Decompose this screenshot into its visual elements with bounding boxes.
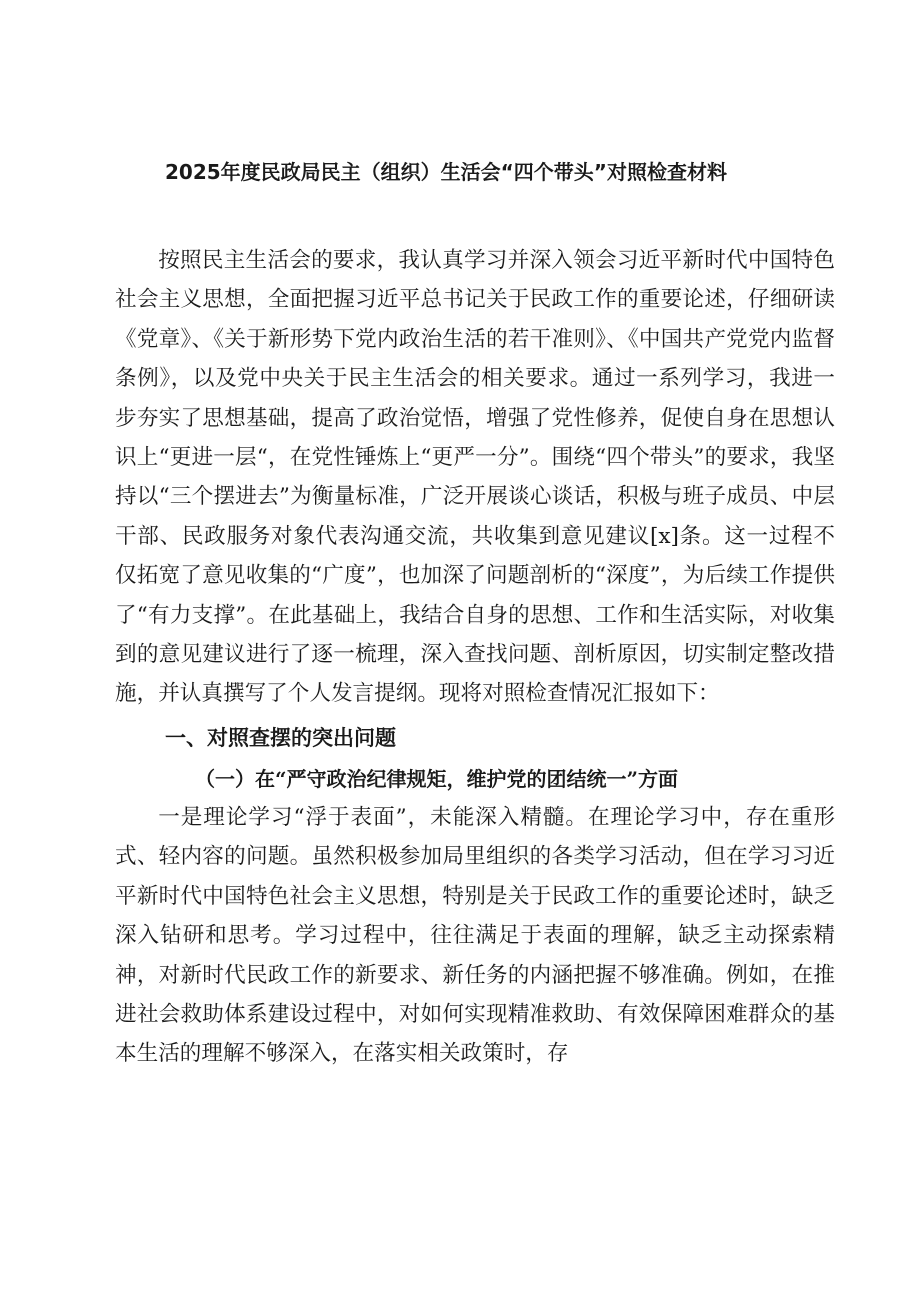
intro-paragraph: 按照民主生活会的要求，我认真学习并深入领会习近平新时代中国特色社会主义思想，全面把握习近平总书记关于民政工作的重要论述，仔细研读《党章》、《关于新形势下党内政治生活的若干准则》、《中国共产党党内监督条例》，以及党中央关于民主生活会的相关要求。通过一系列学习，我进一步夯实了思想基础，提高了政治觉悟，增强了党性修养，促使自身在思想认识上“更进一层“，在党性锤炼上“更严一分”。围绕“四个带头”的要求，我坚持以“三个摆进去”为衡量标准，广泛开展谈心谈话，积极与班子成员、中层干部、民政服务对象代表沟通交流，共收集到意见建议[x]条。这一过程不仅拓宽了意见收集的“广度”，也加深了问题剖析的“深度”，为后续工作提供了“有力支撑”。在此基础上，我结合自身的思想、工作和生活实际，对收集到的意见建议进行了逐一梳理，深入查找问题、剖析原因，切实制定整改措施，并认真撰写了个人发言提纲。现将对照检查情况汇报如下： [115,248,835,707]
section-1-heading: 一、对照查摆的突出问题 [165,725,396,750]
subsection-1-heading: （一）在“严守政治纪律规矩，维护党的团结统一”方面 [195,766,679,791]
document-title: 2025年度民政局民主（组织）生活会“四个带头”对照检查材料 [165,160,727,184]
point-1-paragraph: 一是理论学习“浮于表面”，未能深入精髓。在理论学习中，存在重形式、轻内容的问题。虽然积极参加局里组织的各类学习活动，但在学习习近平新时代中国特色社会主义思想，特别是关于民政工作的重要论述时，缺乏深入钻研和思考。学习过程中，往往满足于表面的理解，缺乏主动探索精神，对新时代民政工作的新要求、新任务的内涵把握不够准确。例如，在推进社会救助体系建设过程中，对如何实现精准救助、有效保障困难群众的基本生活的理解不够深入，在落实相关政策时，存 [115,804,835,1067]
document-body [115,241,835,1074]
